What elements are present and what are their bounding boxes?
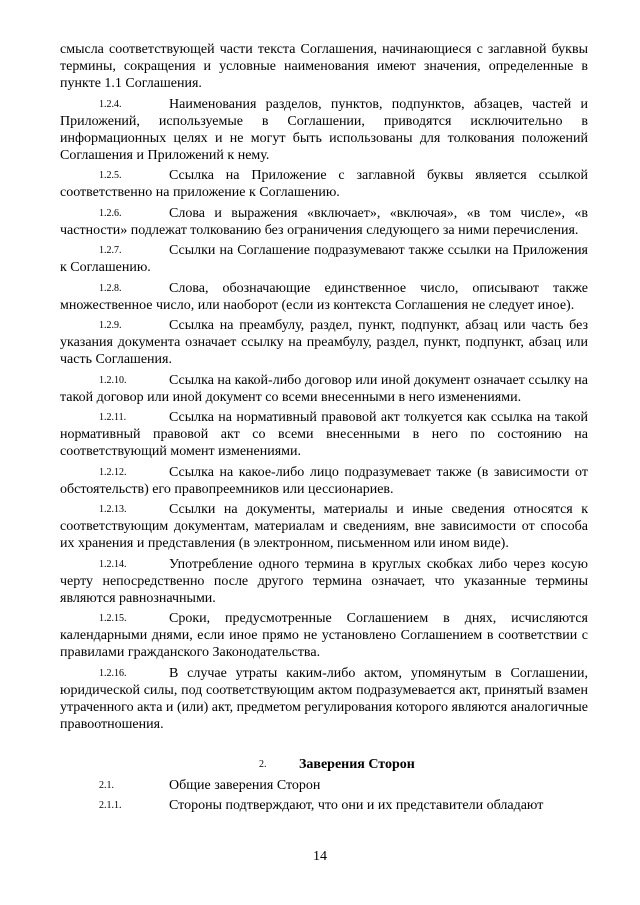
clause-number: 1.2.11. [99, 412, 127, 423]
clause-paragraph [60, 464, 588, 498]
clause-paragraph [60, 501, 588, 552]
clause-number: 1.2.16. [99, 667, 127, 679]
clause-number: 1.2.4. [99, 98, 122, 110]
clause-text: Ссылка на нормативный правовой акт толкуется как ссылка на такой нормативный правовой акт со всеми внесенными в него по состоянию на соответствующий момент изменениями. [60, 410, 588, 459]
clause-text: В случае утраты каким-либо актом, упомянутым в Соглашении, юридической силы, под соответствующим актом подразумевается акт, принятый взамен утраченного акта и (или) акт, предметом регулирования которого являются аналогичные правоотношения. [60, 665, 588, 732]
clause-paragraph [60, 610, 588, 661]
clause-number: 1.2.9. [99, 320, 122, 331]
section-title: Заверения Сторон [299, 756, 415, 772]
sub-clause-list [60, 777, 588, 814]
clause-text: Слова, обозначающие единственное число, описывают также множественное число, или наоборот (если из контекста Соглашения не следует иное). [60, 280, 588, 313]
clause-number: 1.2.7. [99, 245, 122, 256]
clause-paragraph [60, 280, 588, 314]
clause-number: 1.2.15. [99, 613, 127, 624]
clause-paragraph [60, 665, 588, 733]
sub-clause-paragraph [60, 777, 588, 794]
sub-clause-number: 2.1. [99, 779, 114, 791]
page-number: 14 [313, 849, 327, 864]
clause-list [60, 96, 588, 733]
clause-paragraph [60, 317, 588, 368]
clause-text: Ссылка на Приложение с заглавной буквы является ссылкой соответственно на приложение к Соглашению. [60, 168, 588, 200]
clause-number: 1.2.8. [99, 282, 122, 294]
sub-clause-number: 2.1.1. [99, 799, 122, 811]
clause-text: Употребление одного термина в круглых скобках либо через косую черту непосредственно после другого термина означает, что указанные термины являются равнозначными. [60, 556, 588, 606]
section-heading [60, 756, 588, 773]
lead-paragraph: смысла соответствующей части текста Соглашения, начинающиеся с заглавной буквы термины, сокращения и условные наименования имеют значения, определенные в пункте 1.1 Соглашения. [60, 42, 588, 91]
clause-number: 1.2.5. [99, 170, 122, 181]
sub-clause-paragraph [60, 797, 588, 814]
clause-paragraph [60, 242, 588, 276]
clause-paragraph [60, 96, 588, 164]
clause-number: 1.2.6. [99, 207, 122, 219]
section-number: 2. [259, 758, 267, 770]
sub-clause-text: Общие заверения Сторон [169, 777, 321, 793]
clause-number: 1.2.12. [99, 466, 127, 478]
clause-text: Сроки, предусмотренные Соглашением в днях, исчисляются календарными днями, если иное прямо не установлено Соглашением в соответствии с правилами гражданского Законодательства. [60, 611, 588, 660]
clause-text: Ссылка на какое-либо лицо подразумевает также (в зависимости от обстоятельств) его правопреемников или цессионариев. [60, 464, 588, 497]
clause-number: 1.2.10. [99, 374, 127, 386]
clause-paragraph [60, 556, 588, 607]
clause-paragraph [60, 167, 588, 201]
clause-paragraph [60, 205, 588, 239]
sub-clause-text: Стороны подтверждают, что они и их представители обладают [169, 797, 544, 813]
clause-number: 1.2.13. [99, 504, 127, 515]
clause-paragraph [60, 372, 588, 406]
clause-text: Ссылки на Соглашение подразумевают также ссылки на Приложения к Соглашению. [60, 243, 588, 275]
clause-paragraph [60, 409, 588, 460]
clause-text: Наименования разделов, пунктов, подпунктов, абзацев, частей и Приложений, используемые в Соглашении, приводятся исключительно в информационных целях и не могут быть использованы для толкования положений Соглашения и Приложений к нему. [60, 96, 588, 163]
clause-text: Ссылка на какой-либо договор или иной документ означает ссылку на такой договор или иной документ со всеми внесенными в него изменениями. [60, 372, 588, 405]
document-page [60, 41, 588, 817]
clause-text: Слова и выражения «включает», «включая», «в том числе», «в частности» подлежат толкованию без ограничения следующего за ними перечисления. [60, 205, 588, 238]
clause-text: Ссылка на преамбулу, раздел, пункт, подпункт, абзац или часть без указания документа означает ссылку на преамбулу, раздел, пункт, подпункт, абзац или часть Соглашения. [60, 318, 588, 367]
clause-number: 1.2.14. [99, 558, 127, 570]
clause-text: Ссылки на документы, материалы и иные сведения относятся к соответствующим документам, материалам и сведениям, вне зависимости от способа их хранения и представления (в электронном, письменном или ином виде). [60, 502, 588, 551]
